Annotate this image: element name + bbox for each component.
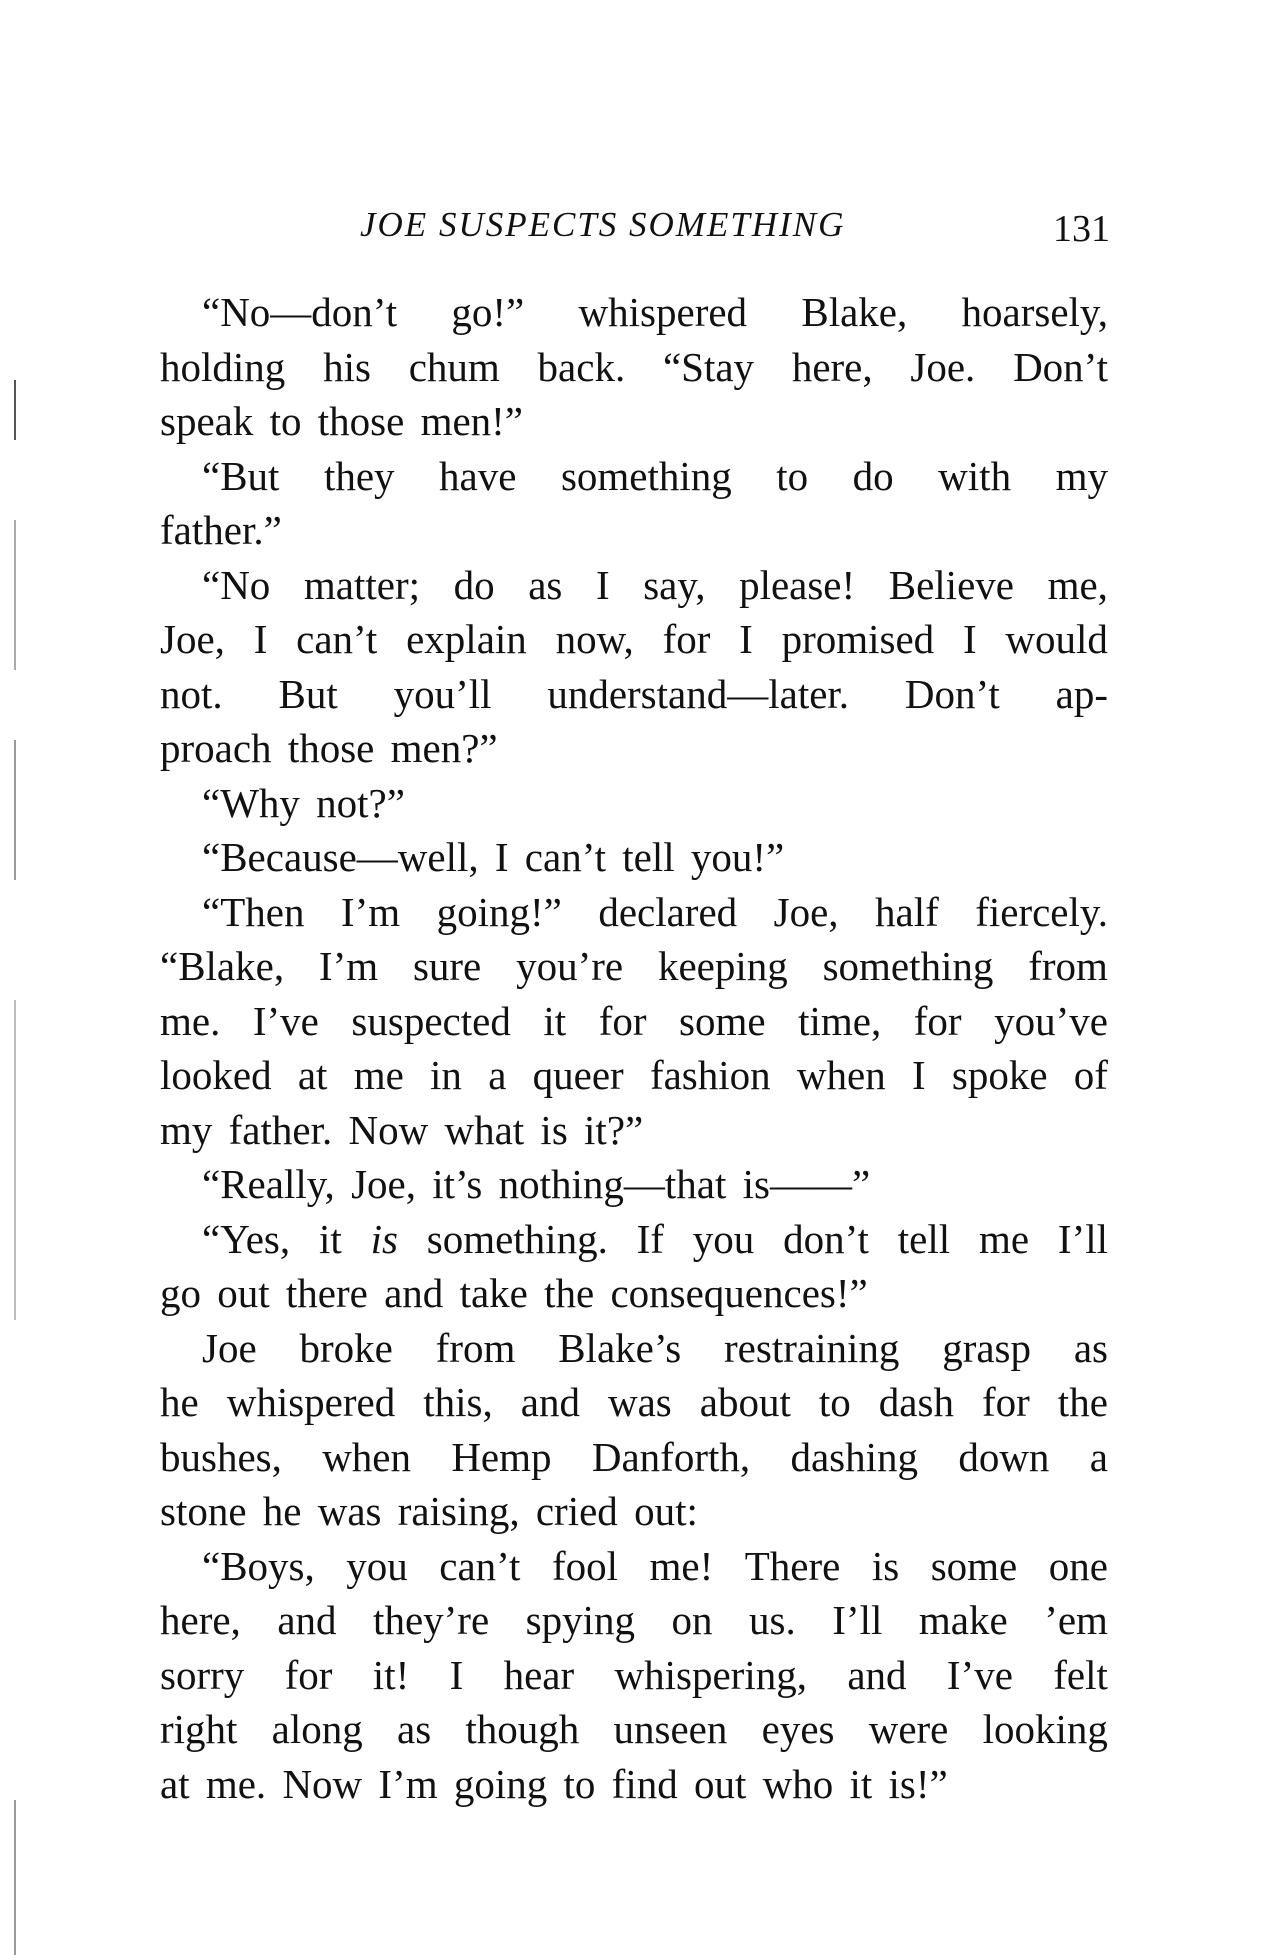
word: “Why [202, 779, 300, 826]
word: would [1005, 616, 1108, 662]
text-line [160, 285, 1108, 340]
word: whispering, [614, 1651, 807, 1698]
word: now, [555, 616, 634, 662]
word: this, [423, 1379, 493, 1425]
body-text [160, 285, 1108, 1811]
word: I’ll [832, 1597, 883, 1643]
word: is [370, 1215, 398, 1262]
text-line [160, 885, 1108, 940]
word: I [595, 561, 610, 608]
word: for [913, 997, 962, 1044]
word: us. [749, 1597, 796, 1643]
word: for [284, 1651, 333, 1698]
word: was [317, 1488, 382, 1534]
word: Blake, [801, 289, 908, 335]
text-line [160, 830, 1108, 885]
word: hoarsely, [961, 289, 1108, 335]
text-line [160, 394, 1108, 449]
scan-mark [14, 1800, 16, 1955]
word: have [439, 452, 517, 499]
word: is!” [888, 1760, 948, 1807]
word: restraining [724, 1324, 900, 1371]
word: it [543, 997, 567, 1044]
word: those [317, 398, 405, 444]
word: sorry [160, 1651, 245, 1698]
text-line [160, 1157, 1108, 1212]
word: I’m [318, 943, 379, 989]
word: for [598, 997, 647, 1044]
word: you’ll [393, 670, 492, 717]
word: unseen [613, 1706, 728, 1752]
word: keeping [657, 943, 788, 989]
word: not?” [316, 779, 405, 826]
word: fashion [649, 1052, 771, 1098]
word: grasp [942, 1324, 1031, 1371]
text-line [160, 558, 1108, 613]
word: the [1057, 1379, 1108, 1425]
word: he [262, 1488, 302, 1534]
page-number: 131 [1053, 208, 1110, 250]
running-title: JOE SUSPECTS SOMETHING [360, 205, 846, 244]
word: I’ve [946, 1651, 1013, 1698]
word: at [297, 1052, 328, 1098]
word: do [852, 452, 894, 499]
word: as [397, 1706, 432, 1752]
word: not. [160, 670, 223, 717]
word: Danforth, [591, 1433, 751, 1480]
word: when [322, 1433, 411, 1480]
word: fiercely. [975, 888, 1108, 935]
word: out: [634, 1488, 698, 1534]
word: queer [532, 1052, 624, 1098]
text-line [160, 1648, 1108, 1703]
word: to [776, 452, 809, 499]
word: there [285, 1270, 368, 1316]
word: father. [228, 1106, 333, 1153]
text-line [160, 1484, 1108, 1539]
word: from [1028, 943, 1108, 989]
word: Joe, [160, 616, 225, 662]
text-line [160, 939, 1108, 994]
word: cried [535, 1488, 618, 1534]
word: to [563, 1760, 596, 1807]
word: me. [160, 997, 221, 1044]
word: “But [202, 452, 280, 499]
word: felt [1053, 1651, 1108, 1698]
scan-mark [14, 520, 16, 670]
word: “Blake, [160, 943, 285, 989]
word: whispered [226, 1379, 396, 1425]
word: out [693, 1760, 747, 1807]
word: Don’t [1013, 343, 1108, 390]
word: one [1048, 1542, 1108, 1589]
word: going!” [436, 888, 562, 935]
word: don’t [783, 1215, 869, 1262]
word: can’t [296, 616, 378, 662]
word: “Then [202, 888, 305, 935]
word: I [739, 616, 753, 662]
word: tell [622, 834, 675, 880]
word: tell [897, 1215, 951, 1262]
word: Now [348, 1106, 429, 1153]
word: to [818, 1379, 851, 1425]
word: declared [598, 888, 738, 935]
word: take [459, 1270, 528, 1316]
word: But [278, 670, 338, 717]
word: about [699, 1379, 791, 1425]
word: men!” [420, 398, 524, 444]
text-line [160, 1103, 1108, 1158]
word: chum [408, 343, 500, 390]
scan-mark [14, 1000, 16, 1320]
word: explain [406, 616, 527, 662]
word: a [488, 1052, 507, 1098]
word: “No—don’t [202, 289, 398, 335]
word: it [849, 1760, 873, 1807]
word: to [269, 398, 302, 444]
word: when [796, 1052, 886, 1098]
word: understand—later. [547, 670, 850, 717]
word: me [978, 1215, 1030, 1262]
text-line [160, 1375, 1108, 1430]
word: you’ve [994, 997, 1108, 1044]
word: time, [798, 997, 882, 1044]
word: men?” [390, 725, 498, 771]
word: matter; [303, 561, 421, 608]
word: spying [525, 1597, 636, 1643]
word: proach [160, 725, 272, 771]
word: you!” [690, 834, 785, 880]
word: my [1055, 452, 1108, 499]
word: raising, [397, 1488, 520, 1534]
word: “Stay [662, 343, 755, 390]
word: sure [412, 943, 482, 989]
word: please! [739, 561, 856, 608]
word: out [217, 1270, 270, 1316]
word: some [930, 1542, 1018, 1589]
text-line [160, 1212, 1108, 1267]
word: is [871, 1542, 900, 1589]
word: promised [781, 616, 935, 662]
word: I [962, 616, 977, 662]
word: who [762, 1760, 834, 1807]
word: what [444, 1106, 525, 1153]
word: I [449, 1651, 464, 1698]
word: me. [205, 1760, 267, 1807]
text-line [160, 612, 1108, 667]
word: going [453, 1760, 548, 1807]
word: stone [160, 1488, 247, 1534]
word: “Really, [202, 1161, 335, 1207]
word: “Boys, [202, 1542, 315, 1589]
word: eyes [761, 1706, 835, 1752]
word: dashing [790, 1433, 918, 1480]
word: find [611, 1760, 678, 1807]
word: do [453, 561, 495, 608]
word: as [1073, 1324, 1108, 1371]
text-line [160, 1430, 1108, 1485]
word: Joe, [773, 888, 839, 935]
word: for [662, 616, 711, 662]
word: something [560, 452, 732, 499]
text-line [160, 667, 1108, 722]
word: back. [537, 343, 626, 390]
text-line [160, 1266, 1108, 1321]
word: and [520, 1379, 580, 1425]
text-line [160, 1757, 1108, 1812]
word: me, [1047, 561, 1108, 608]
text-line [160, 449, 1108, 504]
word: and [277, 1597, 337, 1643]
word: whispered [578, 289, 748, 335]
word: is——” [742, 1161, 871, 1207]
word: something [822, 943, 994, 989]
word: were [868, 1706, 949, 1752]
word: in [430, 1052, 462, 1098]
word: as [528, 561, 563, 608]
word: Believe [888, 561, 1014, 608]
word: of [1073, 1052, 1108, 1098]
word: consequences!” [610, 1270, 868, 1316]
word: say, [643, 561, 706, 608]
word: something. [426, 1215, 608, 1262]
word: it [318, 1215, 342, 1262]
word: can’t [439, 1542, 521, 1589]
word: If [636, 1215, 664, 1262]
word: my [160, 1106, 213, 1153]
word: fool [551, 1542, 618, 1589]
word: it?” [584, 1106, 644, 1153]
text-line [160, 1321, 1108, 1376]
word: me! [649, 1542, 714, 1589]
word: go!” [451, 289, 525, 335]
word: it’s [432, 1161, 483, 1207]
word: with [938, 452, 1012, 499]
word: ’em [1044, 1597, 1108, 1643]
word: Joe [202, 1324, 257, 1371]
text-line [160, 340, 1108, 395]
scan-mark [14, 380, 16, 440]
word: he [160, 1379, 199, 1425]
word: I [253, 616, 268, 662]
word: at [160, 1760, 190, 1807]
word: looked [160, 1052, 272, 1098]
word: and [847, 1651, 907, 1698]
word: bushes, [160, 1433, 282, 1480]
word: I’m [340, 888, 401, 935]
word: and [384, 1270, 444, 1316]
word: There [744, 1542, 841, 1589]
word: make [918, 1597, 1008, 1643]
text-line [160, 503, 1108, 558]
word: you [692, 1215, 755, 1262]
text-line [160, 1593, 1108, 1648]
word: down [958, 1433, 1050, 1480]
word: “Because—well, [202, 834, 479, 880]
word: “No [202, 561, 271, 608]
word: along [271, 1706, 363, 1752]
word: here, [160, 1597, 241, 1643]
word: is [540, 1106, 568, 1153]
word: Joe, [351, 1161, 416, 1207]
word: Hemp [451, 1433, 552, 1480]
word: ap- [1055, 670, 1108, 717]
word: the [544, 1270, 595, 1316]
word: those [287, 725, 375, 771]
scan-margin-marks [0, 0, 40, 1955]
word: it! [372, 1651, 410, 1698]
word: dash [878, 1379, 954, 1425]
word: was [607, 1379, 672, 1425]
word: looking [982, 1706, 1108, 1752]
word: Now [282, 1760, 363, 1807]
word: I’m [378, 1760, 438, 1807]
text-line [160, 994, 1108, 1049]
word: I’ve [252, 997, 319, 1044]
word: Don’t [904, 670, 1000, 717]
running-head [160, 205, 1110, 265]
scan-mark [14, 740, 16, 880]
word: half [875, 888, 939, 935]
text-line [160, 1048, 1108, 1103]
word: spoke [951, 1052, 1048, 1098]
word: can’t [524, 834, 606, 880]
word: from [435, 1324, 516, 1371]
word: for [981, 1379, 1030, 1425]
word: I’ll [1057, 1215, 1108, 1262]
word: hear [503, 1651, 575, 1698]
word: Joe. [910, 343, 976, 390]
word: me [353, 1052, 404, 1098]
word: holding [160, 343, 286, 390]
word: his [323, 343, 371, 390]
text-line [160, 721, 1108, 776]
word: they [323, 452, 395, 499]
word: speak [160, 398, 254, 444]
word: a [1089, 1433, 1108, 1480]
text-line [160, 1702, 1108, 1757]
word: here, [791, 343, 873, 390]
word: Blake’s [558, 1324, 682, 1371]
word: I [494, 834, 509, 880]
word: I [911, 1052, 926, 1098]
word: right [160, 1706, 238, 1752]
word: father.” [160, 507, 282, 553]
word: you [346, 1542, 408, 1589]
word: on [671, 1597, 713, 1643]
word: some [679, 997, 766, 1044]
word: broke [299, 1324, 393, 1371]
text-line [160, 776, 1108, 831]
word: they’re [373, 1597, 490, 1643]
word: you’re [516, 943, 624, 989]
word: go [160, 1270, 201, 1316]
word: suspected [351, 997, 511, 1044]
word: though [465, 1706, 580, 1752]
word: “Yes, [202, 1215, 291, 1262]
word: nothing—that [498, 1161, 727, 1207]
text-line [160, 1539, 1108, 1594]
